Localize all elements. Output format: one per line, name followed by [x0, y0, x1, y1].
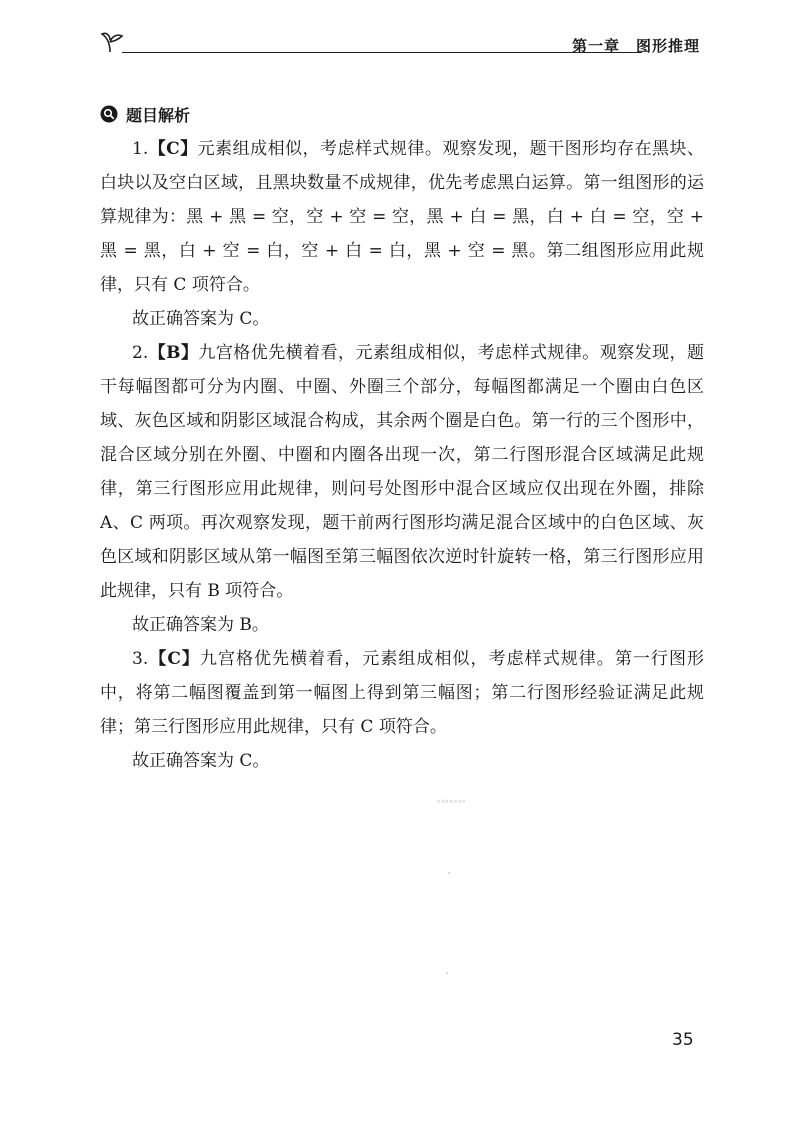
question-number: 1. — [132, 139, 149, 159]
explanations — [100, 132, 704, 778]
conclusion-2: 故正确答案为 B。 — [132, 615, 269, 635]
explanation-text: 九宫格优先横着看，元素组成相似，考虑样式规律。观察发现，题干每幅图都可分为内圈、中圈、外圈三个部分，每幅图都满足一个圈由白色区域、灰色区域和阴影区域混合构成，其余两个圈是白色。第一行的三个图形中，混合区域分别在外圈、中圈和内圈各出现一次，第二行图形混合区域满足此规律，第三行图形应用此规律，则问号处图形中混合区域应仅出现在外圈，排除 A、C 两项。再次观察发现，题干前两行图形均满足混合区域中的白色区域、灰色区域和阴影区域从第一幅图至第三幅图依次逆时针旋转一格，第三行图形应用此规律，只有 B 项符合。 — [100, 343, 704, 601]
section-title: 题目解析 — [126, 105, 191, 125]
section-heading — [100, 103, 190, 125]
scan-speck — [446, 972, 448, 974]
answer-marker: 【C】 — [148, 139, 198, 159]
explanation-3 — [100, 642, 704, 744]
header-rule — [122, 52, 642, 53]
explanation-2 — [100, 336, 704, 608]
running-header — [96, 22, 700, 62]
explanation-text: 元素组成相似，考虑样式规律。观察发现，题干图形均存在黑块、白块以及空白区域，且黑块数量不成规律，优先考虑黑白运算。第一组图形的运算规律为：黑 + 黑 = 空，空 + 空 = 空，黑 + 白 = 黑，白 + 白 = 空，空 + 黑 = 黑，白 + 空 = 白，空 + 白 = 白，黑 + 空 = 黑。第二组图形应用此规律，只有 C 项符合。 — [100, 139, 705, 295]
chapter-name: 图形推理 — [635, 37, 700, 55]
conclusion-3: 故正确答案为 C。 — [132, 751, 270, 771]
explanation-text: 九宫格优先横着看，元素组成相似，考虑样式规律。第一行图形中，将第二幅图覆盖到第一幅图上得到第三幅图；第二行图形经验证满足此规律；第三行图形应用此规律，只有 C 项符合。 — [100, 649, 705, 737]
page-number: 35 — [672, 1030, 694, 1050]
chapter-label: 第一章 — [571, 37, 620, 55]
answer-marker: 【B】 — [148, 343, 199, 363]
chapter-title — [572, 35, 700, 56]
scan-speck — [448, 872, 450, 874]
question-number: 3. — [132, 649, 149, 669]
magnifier-badge-icon — [100, 105, 118, 123]
faint-watermark: ᵃᵃᵇᵃᵉᵃᵉ — [437, 798, 467, 807]
question-number: 2. — [132, 343, 149, 363]
answer-marker: 【C】 — [148, 649, 200, 669]
conclusion-1: 故正确答案为 C。 — [132, 309, 270, 329]
explanation-1 — [100, 132, 704, 302]
